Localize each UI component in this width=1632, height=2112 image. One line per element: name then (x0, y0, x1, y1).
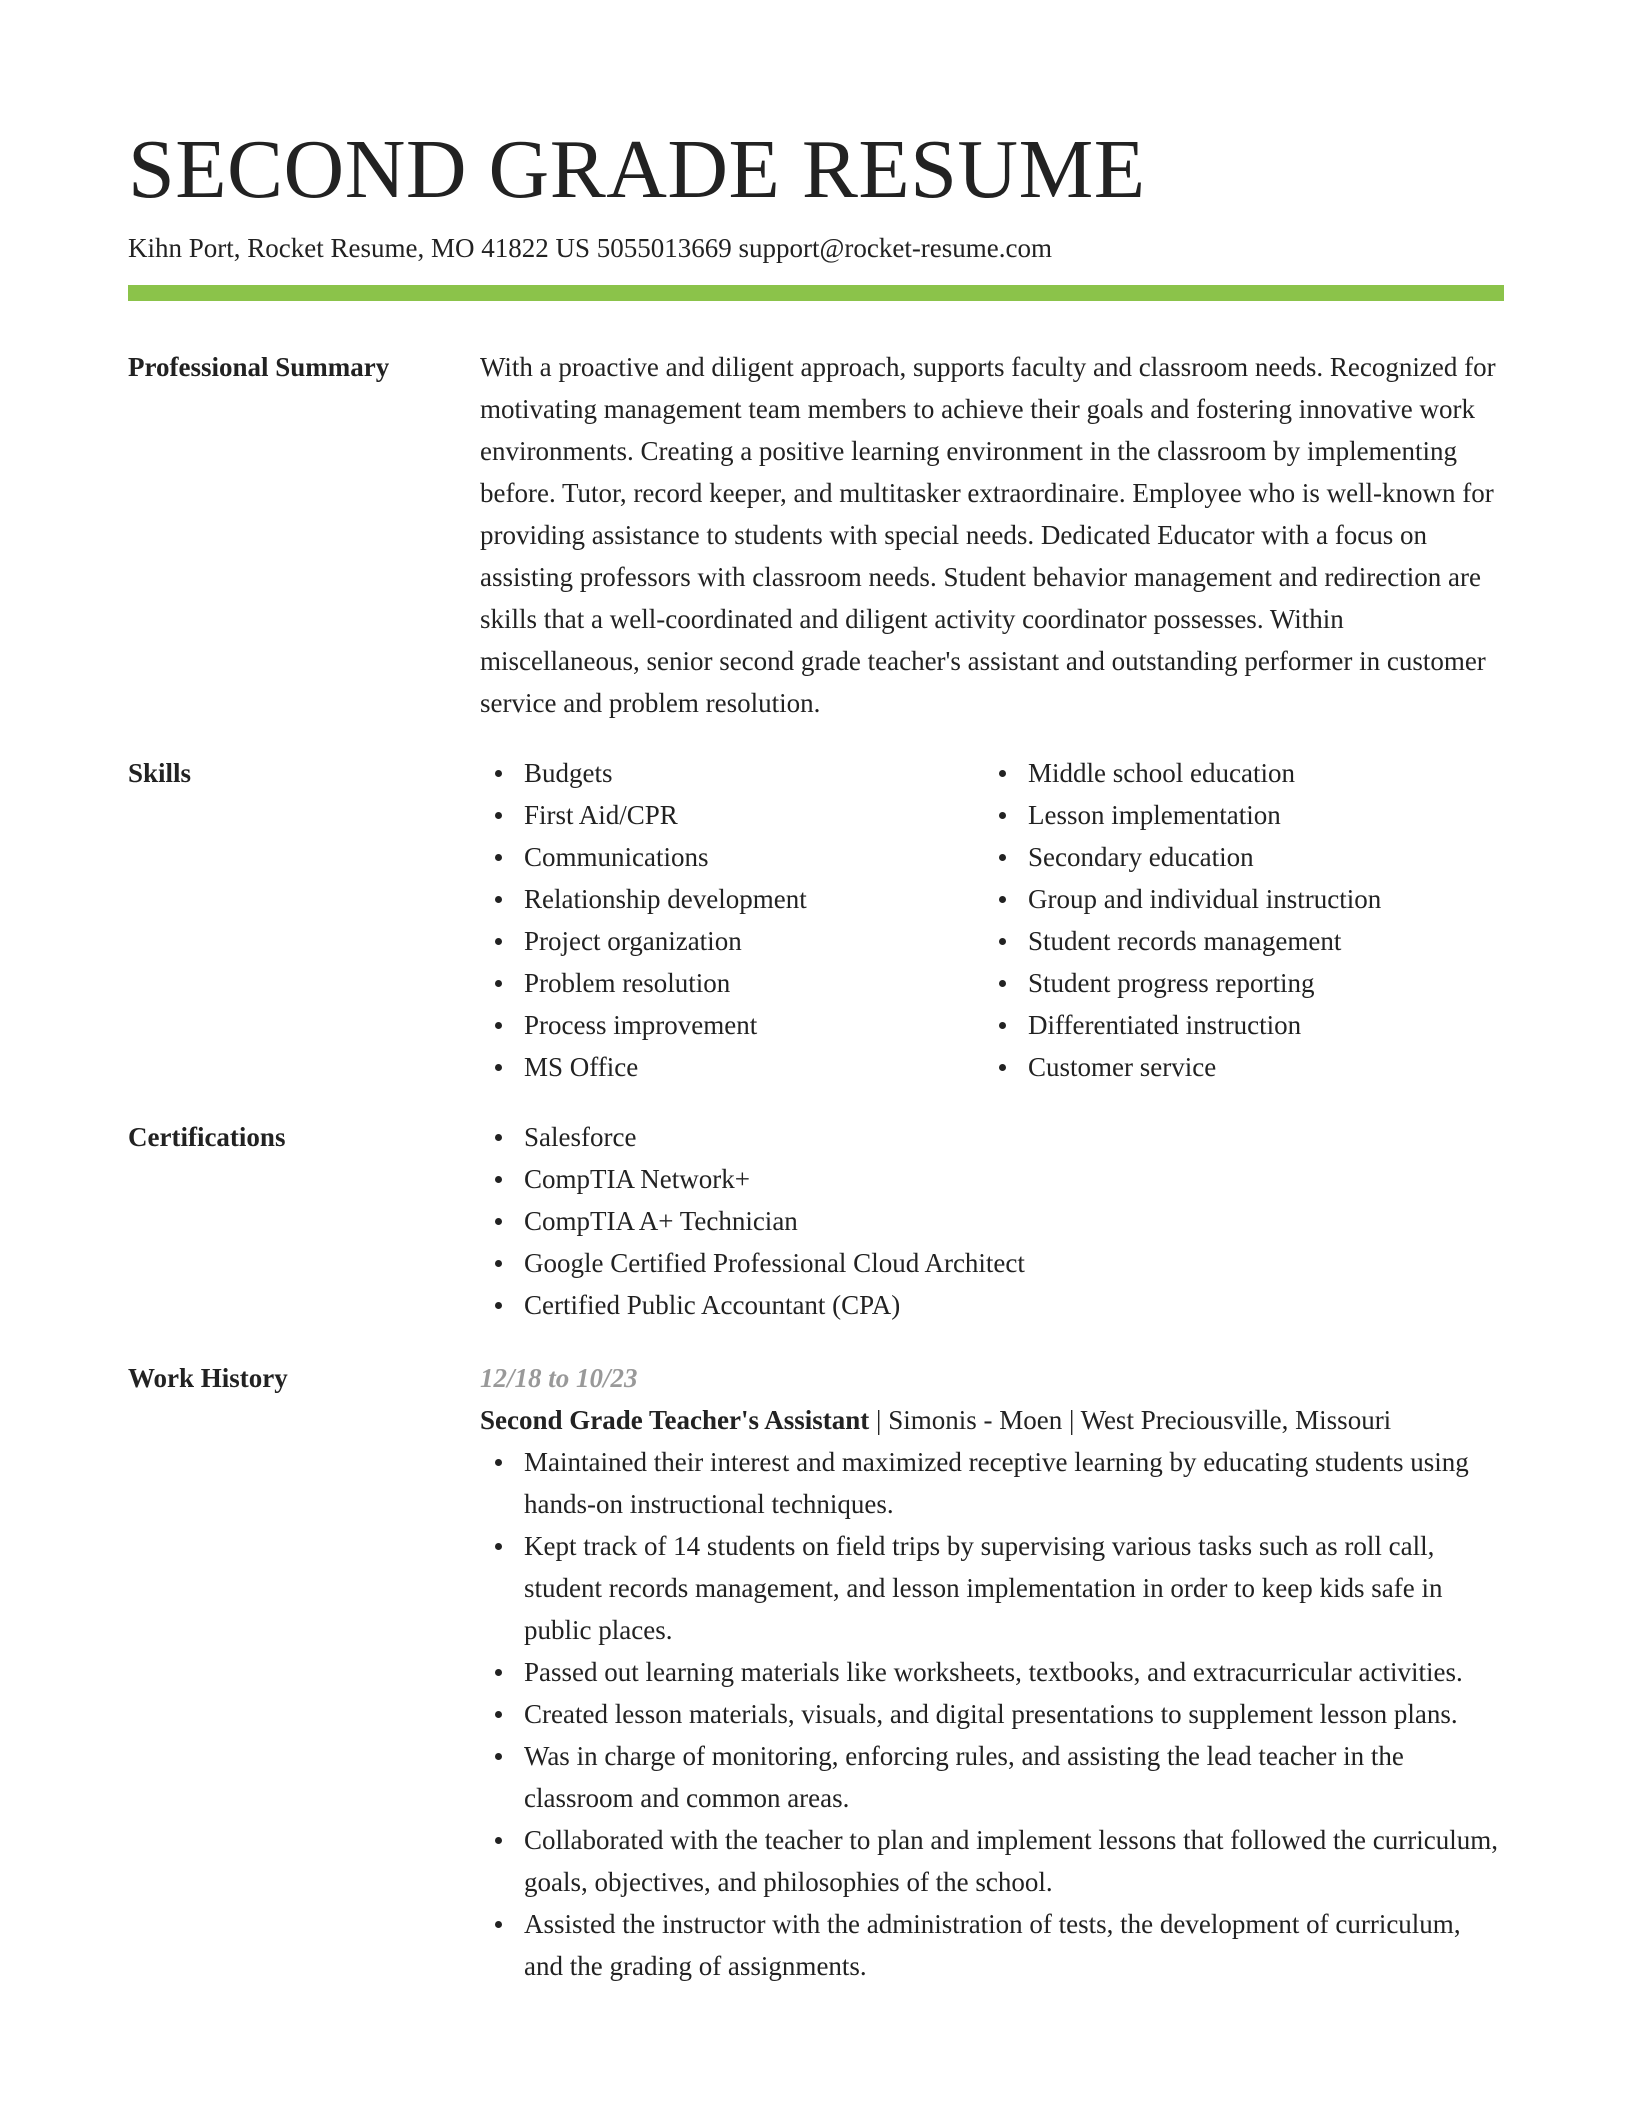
skills-column-right (984, 752, 1488, 1088)
job-dates: 12/18 to 10/23 (480, 1363, 638, 1393)
job-bullet: Assisted the instructor with the administration of tests, the development of curriculum, and the grading of assignments. (480, 1903, 1504, 1987)
certification-item: Salesforce (480, 1116, 1504, 1158)
job-title: Second Grade Teacher's Assistant (480, 1405, 870, 1435)
section-heading-summary: Professional Summary (128, 352, 390, 382)
skill-item: Communications (480, 836, 984, 878)
job-heading-line (480, 1399, 1504, 1441)
skill-item: Lesson implementation (984, 794, 1488, 836)
certification-item: CompTIA A+ Technician (480, 1200, 1504, 1242)
certifications-body (480, 1116, 1504, 1326)
job-bullets (480, 1441, 1504, 1987)
contact-line: Kihn Port, Rocket Resume, MO 41822 US 5055013669 support@rocket-resume.com (128, 233, 1053, 263)
skill-item: Secondary education (984, 836, 1488, 878)
skill-item: Student records management (984, 920, 1488, 962)
skill-item: MS Office (480, 1046, 984, 1088)
skill-item: Group and individual instruction (984, 878, 1488, 920)
section-heading-skills: Skills (128, 758, 192, 788)
section-heading-certifications: Certifications (128, 1122, 286, 1152)
skill-item: Relationship development (480, 878, 984, 920)
certifications-list (480, 1116, 1504, 1326)
skill-item: Differentiated instruction (984, 1004, 1488, 1046)
job-bullet: Kept track of 14 students on field trips by supervising various tasks such as roll call, student records management, and lesson implementation in order to keep kids safe in public places. (480, 1525, 1504, 1651)
job-bullet: Was in charge of monitoring, enforcing rules, and assisting the lead teacher in the classroom and common areas. (480, 1735, 1504, 1819)
job-bullet: Collaborated with the teacher to plan and implement lessons that followed the curriculum, goals, objectives, and philosophies of the school. (480, 1819, 1504, 1903)
skills-body (480, 752, 1504, 1088)
skill-item: Budgets (480, 752, 984, 794)
section-heading-work-history: Work History (128, 1363, 288, 1393)
skills-list-left (480, 752, 984, 1088)
skill-item: Project organization (480, 920, 984, 962)
skills-column-left (480, 752, 984, 1088)
skill-item: Problem resolution (480, 962, 984, 1004)
job-bullet: Created lesson materials, visuals, and digital presentations to supplement lesson plans. (480, 1693, 1504, 1735)
skills-list-right (984, 752, 1488, 1088)
certification-item: CompTIA Network+ (480, 1158, 1504, 1200)
resume-title: SECOND GRADE RESUME (128, 123, 1146, 216)
job-bullet: Passed out learning materials like worksheets, textbooks, and extracurricular activities. (480, 1651, 1504, 1693)
summary-body (480, 346, 1504, 724)
accent-bar (128, 285, 1504, 301)
certification-item: Google Certified Professional Cloud Architect (480, 1242, 1504, 1284)
job-details: | Simonis - Moen | West Preciousville, Missouri (869, 1405, 1392, 1435)
certification-item: Certified Public Accountant (CPA) (480, 1284, 1504, 1326)
skill-item: First Aid/CPR (480, 794, 984, 836)
work-history-body (480, 1357, 1504, 1987)
skill-item: Process improvement (480, 1004, 984, 1046)
skill-item: Student progress reporting (984, 962, 1488, 1004)
summary-text: With a proactive and diligent approach, supports faculty and classroom needs. Recognized for motivating management team members to achieve their goals and fostering innovative work environments. Creating a positive learning environment in the classroom by implementing before. Tutor, record keeper, and multitasker extraordinaire. Employee who is well-known for providing assistance to students with special needs. Dedicated Educator with a focus on assisting professors with classroom needs. Student behavior management and redirection are skills that a well-coordinated and diligent activity coordinator possesses. Within miscellaneous, senior second grade teacher's assistant and outstanding performer in customer service and problem resolution. (480, 352, 1496, 718)
skill-item: Middle school education (984, 752, 1488, 794)
job-bullet: Maintained their interest and maximized receptive learning by educating students using hands-on instructional techniques. (480, 1441, 1504, 1525)
skill-item: Customer service (984, 1046, 1488, 1088)
